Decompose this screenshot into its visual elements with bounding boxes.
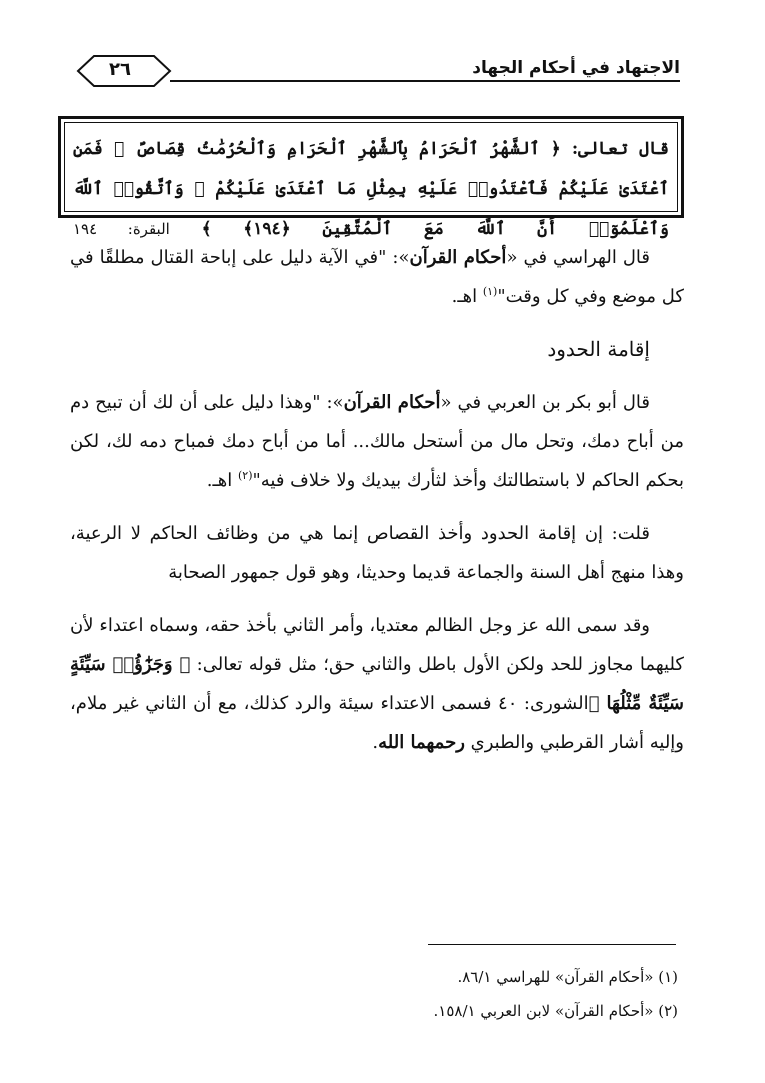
p1-book-title: أحكام القرآن xyxy=(409,247,507,268)
body-text xyxy=(70,238,684,776)
verse-reference: البقرة: ١٩٤ xyxy=(73,220,170,238)
footnote-2: (٢) «أحكام القرآن» لابن العربي ١٥٨/١. xyxy=(433,1002,678,1020)
p4-verse-quote: ﴿ وَجَزَٰٓؤُا۟ سَيِّئَةٍ سَيِّئَةٌ مِّثْلُهَا ﴾ xyxy=(70,654,684,714)
page-number-badge xyxy=(70,52,180,90)
p4-text-a: وقد سمى الله عز وجل الظالم معتديا، وأمر الثاني بأخذ حقه، وسماه اعتداء لأن كليهما مجاوز للحد ولكن الأول باطل والثاني حق؛ مثل قوله تعالى: xyxy=(70,615,684,675)
quran-verse-box xyxy=(58,116,684,239)
p4-text-c: . xyxy=(372,732,379,753)
p4-honorific: رحمهما الله xyxy=(378,732,465,753)
paragraph-3: قلت: إن إقامة الحدود وأخذ القصاص إنما هي من وظائف الحاكم لا الرعية، وهذا منهج أهل السنة والجماعة قديما وحديثا، وهو قول جمهور الصحابة xyxy=(70,523,684,583)
verse-line-2: ٱعْتَدَىٰ عَلَيْكُمْ ۚ وَٱتَّقُوا۟ ٱللَّهَ وَٱعْلَمُوٓا۟ أَنَّ ٱللَّهَ مَعَ ٱلْمُتَّقِينَ ﴿١٩٤﴾ ﴾ xyxy=(73,179,670,239)
verse-text xyxy=(64,122,678,239)
header-rule xyxy=(170,80,680,82)
p4-text-b: الشورى: ٤٠ فسمى الاعتداء سيئة والرد كذلك، مع أن الثاني غير ملام، وإليه أشار القرطبي والطبري xyxy=(70,693,684,753)
footnote-separator xyxy=(428,944,676,945)
p2-text-c: اهـ. xyxy=(206,470,238,491)
paragraph-2 xyxy=(70,383,684,500)
paragraph-4 xyxy=(70,606,684,762)
running-title: الاجتهاد في أحكام الجهاد xyxy=(472,58,680,78)
p2-text-b: »: "وهذا دليل على أن لك أن تبيح دم من أباح دمك، وتحل مال من أستحل مالك... أما من أباح دمك فمباح دمه لك، لكن بحكم الحاكم لا باستطالتك وأخذ لثأرك بيديك ولا خلاف فيه" xyxy=(70,392,684,491)
footnote-ref-1[interactable]: (١) xyxy=(482,285,498,298)
p1-text-a: قال الهراسي في « xyxy=(506,247,650,268)
running-header xyxy=(70,52,680,92)
footnote-1: (١) «أحكام القرآن» للهراسي ٨٦/١. xyxy=(457,968,678,986)
paragraph-1 xyxy=(70,238,684,316)
section-heading: إقامة الحدود xyxy=(547,337,650,361)
footnotes xyxy=(200,960,678,1028)
verse-lead: قال تعالى: xyxy=(571,139,670,159)
verse-line-1: ﴿ ٱلشَّهْرُ ٱلْحَرَامُ بِٱلشَّهْرِ ٱلْحَرَامِ وَٱلْحُرُمَٰتُ قِصَاصٌ ۚ فَمَنِ ٱعْتَدَىٰ عَلَيْكُمْ فَٱعْتَدُوا۟ عَلَيْهِ بِمِثْلِ مَا xyxy=(73,139,670,199)
p2-text-a: قال أبو بكر بن العربي في « xyxy=(440,392,650,413)
footnote-ref-2[interactable]: (٢) xyxy=(237,469,253,482)
p2-book-title: أحكام القرآن xyxy=(343,392,441,413)
p1-text-c: اهـ. xyxy=(451,286,483,307)
p1-text-b: »: "في الآية دليل على إباحة القتال مطلقًا في كل موضع وفي كل وقت" xyxy=(70,247,684,307)
page-number: ٢٦ xyxy=(109,59,131,80)
